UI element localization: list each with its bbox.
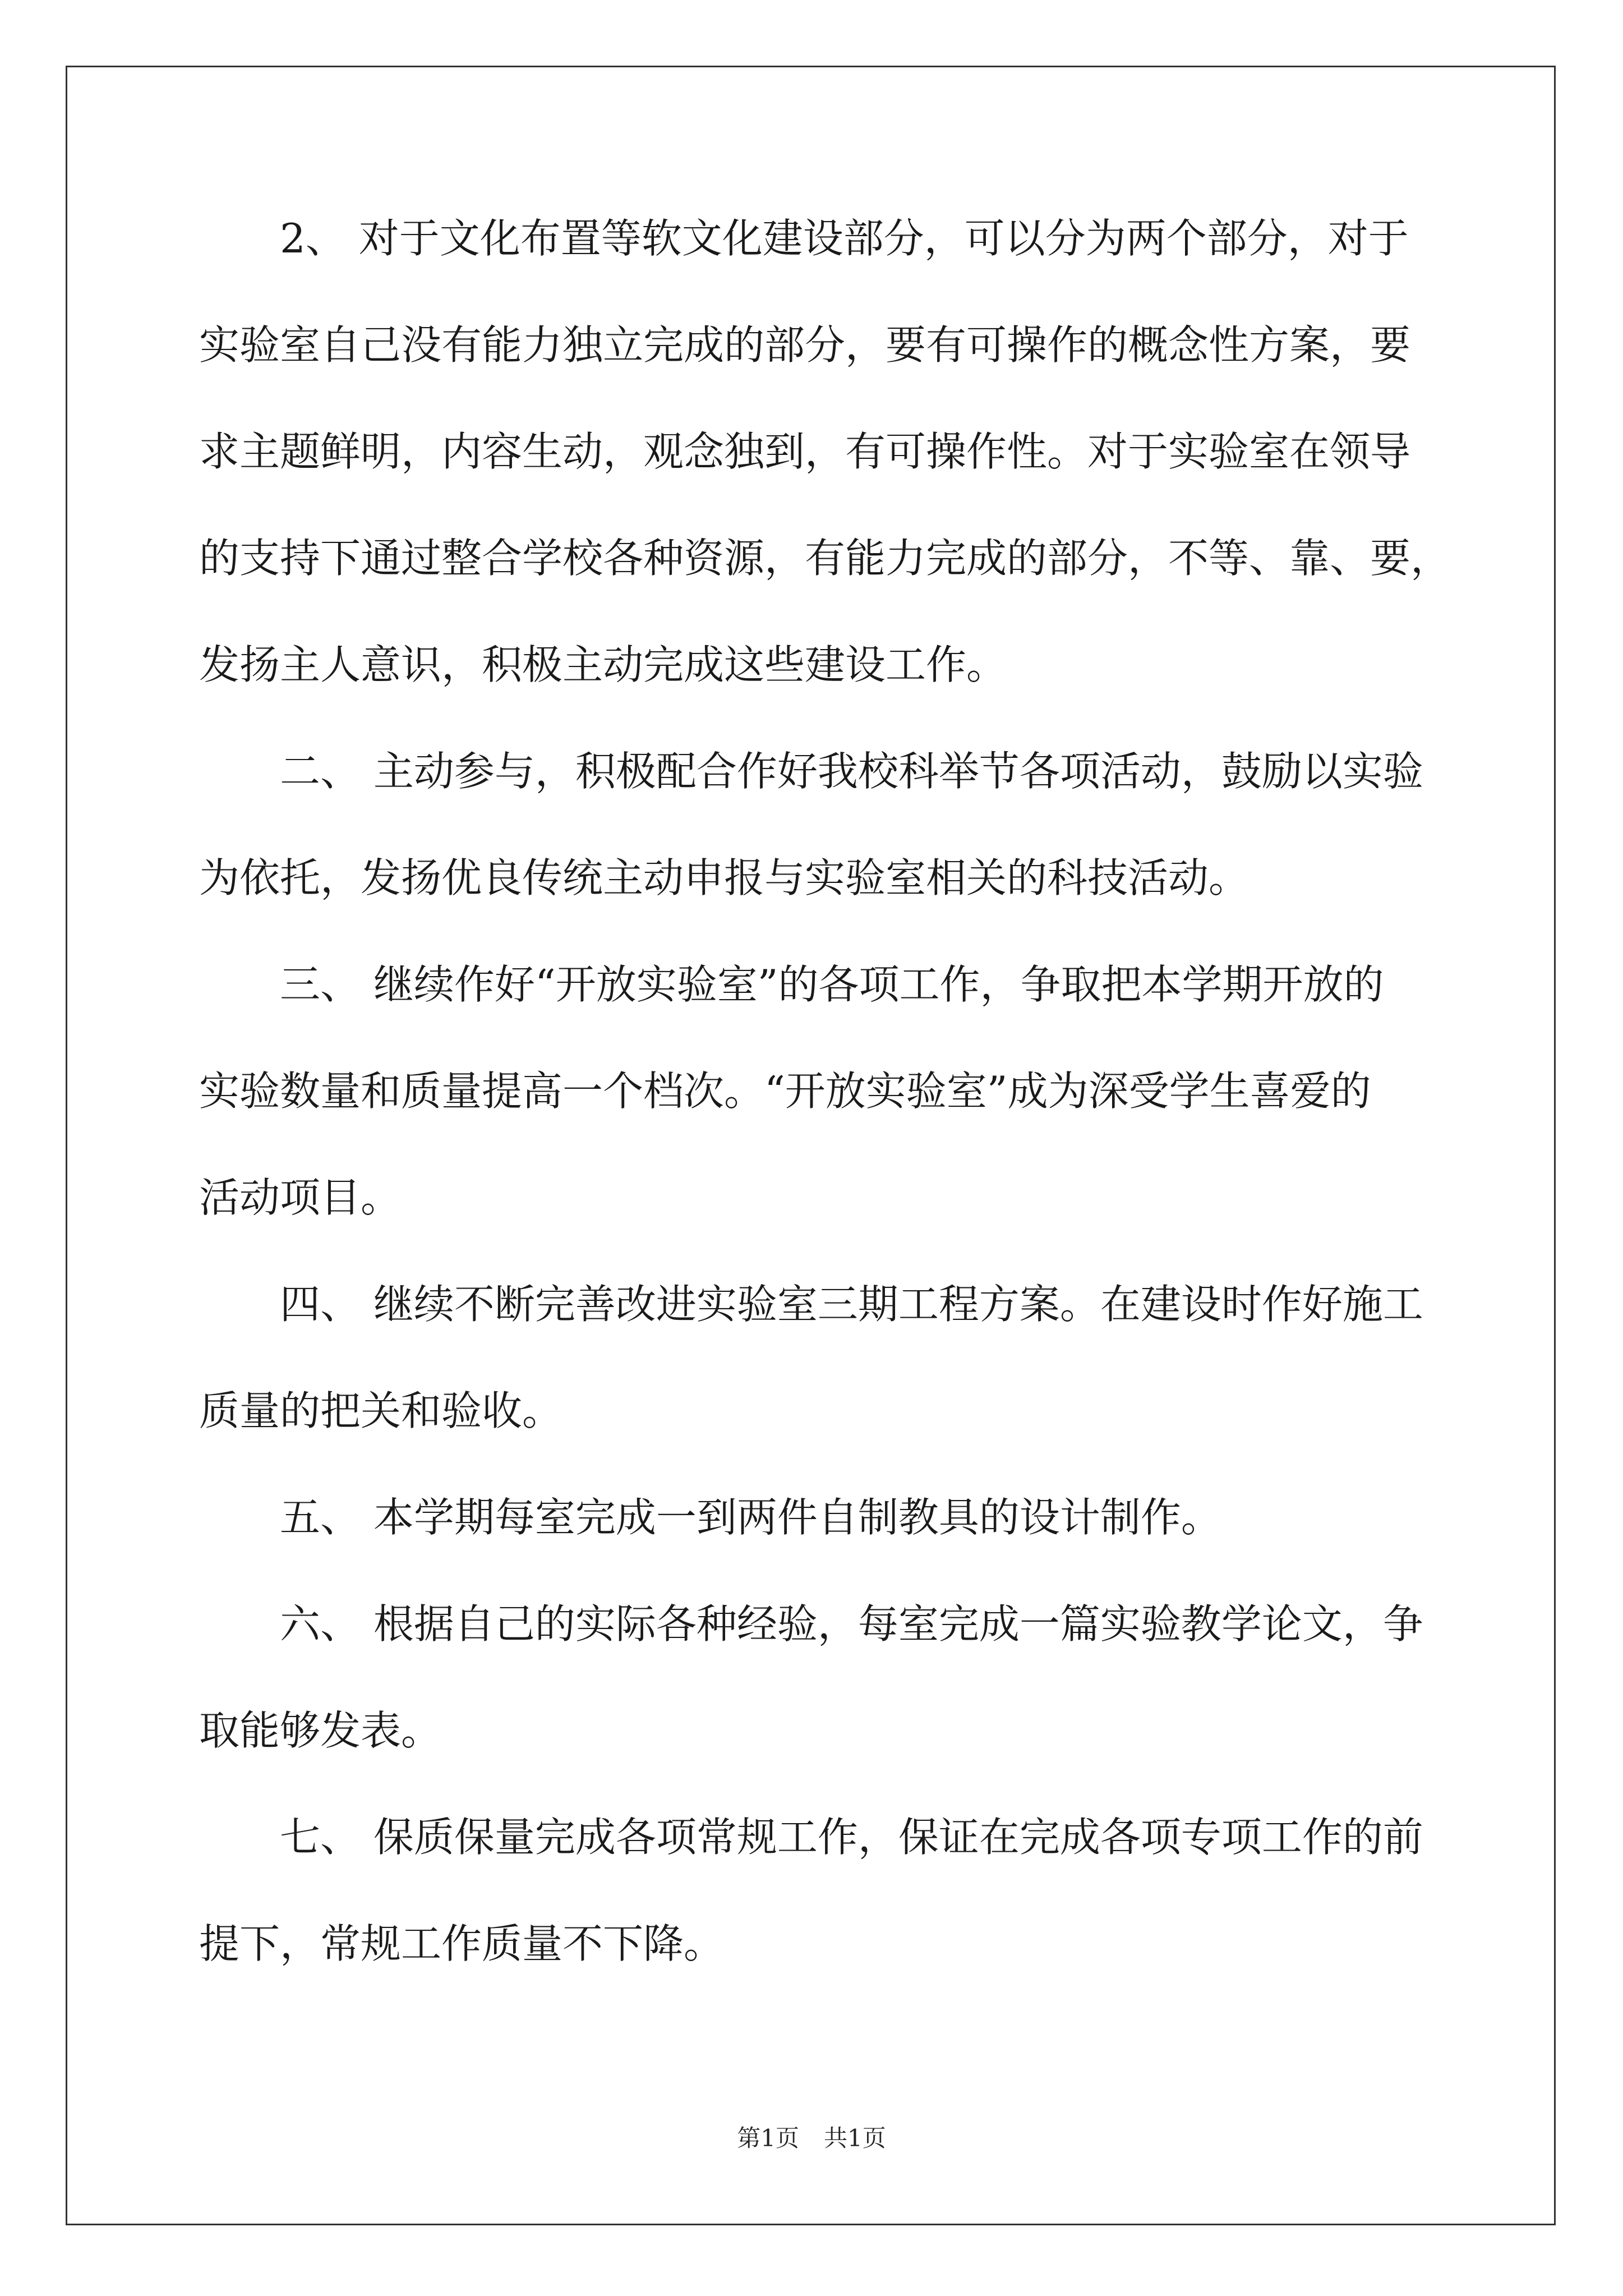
text-line: 四、 继续不断完善改进实验室三期工程方案。在建设时作好施工 — [280, 1281, 1423, 1328]
text-line: 实验数量和质量提高一个档次。“开放实验室”成为深受学生喜爱的 — [199, 1068, 1371, 1115]
paragraph-item-3 — [199, 931, 1438, 1251]
text-line: 活动项目。 — [199, 1174, 402, 1221]
paragraph-item-5 — [199, 1464, 1438, 1571]
paragraph-item-6 — [199, 1571, 1438, 1784]
text-line: 为依托，发扬优良传统主动申报与实验室相关的科技活动。 — [199, 854, 1249, 901]
current-page-label: 第1页 — [737, 2124, 799, 2152]
text-line: 2、 对于文化布置等软文化建设部分，可以分为两个部分，对于 — [280, 215, 1409, 262]
text-line: 取能够发表。 — [199, 1707, 442, 1754]
text-line: 质量的把关和验收。 — [199, 1387, 563, 1434]
paragraph-culture-layout — [199, 185, 1451, 718]
text-line: 实验室自己没有能力独立完成的部分，要有可操作的概念性方案，要 — [199, 321, 1411, 369]
paragraph-item-4 — [199, 1251, 1438, 1464]
text-line: 五、 本学期每室完成一到两件自制教具的设计制作。 — [280, 1494, 1221, 1541]
text-line: 六、 根据自己的实际各种经验，每室完成一篇实验教学论文，争 — [280, 1600, 1423, 1648]
text-line: 的支持下通过整合学校各种资源，有能力完成的部分，不等、靠、要， — [199, 535, 1451, 582]
text-line: 发扬主人意识，积极主动完成这些建设工作。 — [199, 641, 1007, 688]
text-line: 七、 保质保量完成各项常规工作，保证在完成各项专项工作的前 — [280, 1814, 1423, 1861]
paragraph-item-2 — [199, 718, 1438, 931]
total-pages-label: 共1页 — [824, 2124, 886, 2152]
page-footer — [0, 2122, 1623, 2155]
text-line: 三、 继续作好“开放实验室”的各项工作，争取把本学期开放的 — [280, 961, 1384, 1008]
paragraph-item-7 — [199, 1784, 1438, 1997]
text-line: 提下，常规工作质量不下降。 — [199, 1920, 725, 1967]
document-body — [199, 185, 1451, 1997]
text-line: 二、 主动参与，积极配合作好我校科举节各项活动，鼓励以实验 — [280, 748, 1423, 795]
text-line: 求主题鲜明，内容生动，观念独到，有可操作性。对于实验室在领导 — [199, 428, 1411, 475]
